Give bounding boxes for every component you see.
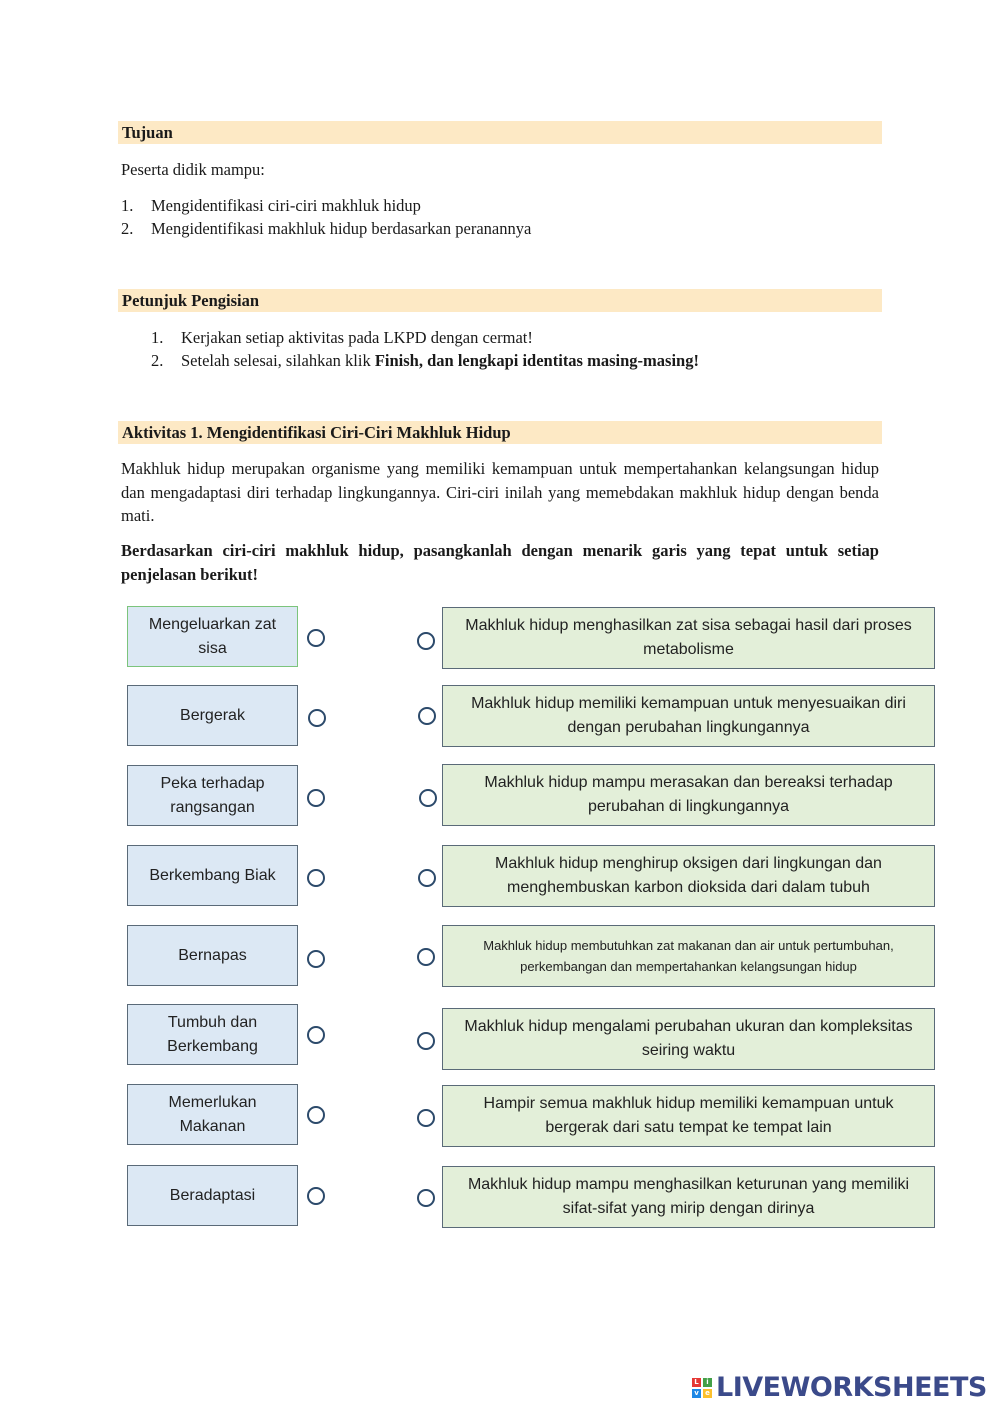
right-item-makanan-desc[interactable]: Makhluk hidup membutuhkan zat makanan dan air untuk pertumbuhan, perkembangan dan mempertahankan kelangsungan hidup [442, 925, 935, 987]
list-item: 2. Mengidentifikasi makhluk hidup berdasarkan peranannya [121, 219, 532, 238]
tujuan-intro: Peserta didik mampu: [121, 160, 265, 179]
tujuan-heading: Tujuan [118, 121, 882, 144]
aktivitas1-heading: Aktivitas 1. Mengidentifikasi Ciri-Ciri Makhluk Hidup [118, 421, 882, 444]
finish-instruction: Finish, dan lengkapi identitas masing-masing! [374, 351, 699, 370]
left-connector-dot[interactable] [307, 1026, 325, 1044]
right-connector-dot[interactable] [417, 1109, 435, 1127]
right-item-zat-sisa-desc[interactable]: Makhluk hidup menghasilkan zat sisa sebagai hasil dari proses metabolisme [442, 607, 935, 669]
left-item-makanan[interactable]: Memerlukan Makanan [127, 1084, 298, 1145]
left-connector-dot[interactable] [307, 629, 325, 647]
right-connector-dot[interactable] [417, 632, 435, 650]
right-connector-dot[interactable] [418, 869, 436, 887]
tujuan-list [121, 194, 531, 240]
left-item-zat-sisa[interactable]: Mengeluarkan zat sisa [127, 606, 298, 667]
right-item-keturunan-desc[interactable]: Makhluk hidup mampu menghasilkan keturunan yang memiliki sifat-sifat yang mirip dengan dirinya [442, 1166, 935, 1228]
left-connector-dot[interactable] [307, 1106, 325, 1124]
left-connector-dot[interactable] [307, 869, 325, 887]
right-item-rangsangan-desc[interactable]: Makhluk hidup mampu merasakan dan bereaksi terhadap perubahan di lingkungannya [442, 764, 935, 826]
left-connector-dot[interactable] [308, 709, 326, 727]
liveworksheets-logo [692, 1372, 987, 1403]
left-connector-dot[interactable] [307, 789, 325, 807]
list-item: 2. Setelah selesai, silahkan klik Finish, dan lengkapi identitas masing-masing! [151, 351, 699, 370]
aktivitas1-instruction: Berdasarkan ciri-ciri makhluk hidup, pasangkanlah dengan menarik garis yang tepat untuk setiap penjelasan berikut! [121, 541, 879, 584]
logo-tile: L [692, 1378, 701, 1387]
right-item-bernapas-desc[interactable]: Makhluk hidup menghirup oksigen dari lingkungan dan menghembuskan karbon dioksida dari dalam tubuh [442, 845, 935, 907]
left-item-bergerak[interactable]: Bergerak [127, 685, 298, 746]
logo-text: LIVEWORKSHEETS [716, 1372, 987, 1403]
aktivitas1-paragraph: Makhluk hidup merupakan organisme yang memiliki kemampuan untuk mempertahankan kelangsungan hidup dan mengadaptasi diri terhadap lingkungannya. Ciri-ciri inilah yang memebdakan makhluk hidup dengan benda mati. [121, 459, 879, 525]
left-item-berkembang-biak[interactable]: Berkembang Biak [127, 845, 298, 906]
right-connector-dot[interactable] [417, 948, 435, 966]
list-item: 1. Mengidentifikasi ciri-ciri makhluk hidup [121, 196, 421, 215]
right-connector-dot[interactable] [418, 707, 436, 725]
left-connector-dot[interactable] [307, 1187, 325, 1205]
right-item-tumbuh-desc[interactable]: Makhluk hidup mengalami perubahan ukuran dan kompleksitas seiring waktu [442, 1008, 935, 1070]
right-connector-dot[interactable] [419, 789, 437, 807]
right-item-bergerak-desc[interactable]: Hampir semua makhluk hidup memiliki kemampuan untuk bergerak dari satu tempat ke tempat lain [442, 1085, 935, 1147]
left-item-beradaptasi[interactable]: Beradaptasi [127, 1165, 298, 1226]
petunjuk-list [151, 326, 699, 372]
left-item-peka-rangsangan[interactable]: Peka terhadap rangsangan [127, 765, 298, 826]
list-item: 1. Kerjakan setiap aktivitas pada LKPD dengan cermat! [151, 328, 533, 347]
left-connector-dot[interactable] [307, 950, 325, 968]
right-connector-dot[interactable] [417, 1032, 435, 1050]
right-connector-dot[interactable] [417, 1189, 435, 1207]
logo-tile: v [692, 1389, 701, 1398]
petunjuk-heading: Petunjuk Pengisian [118, 289, 882, 312]
left-item-bernapas[interactable]: Bernapas [127, 925, 298, 986]
left-item-tumbuh[interactable]: Tumbuh dan Berkembang [127, 1004, 298, 1065]
logo-tile: i [703, 1378, 712, 1387]
logo-tile: e [703, 1389, 712, 1398]
right-item-adaptasi-desc[interactable]: Makhluk hidup memiliki kemampuan untuk menyesuaikan diri dengan perubahan lingkungannya [442, 685, 935, 747]
logo-mark-icon [692, 1378, 712, 1398]
